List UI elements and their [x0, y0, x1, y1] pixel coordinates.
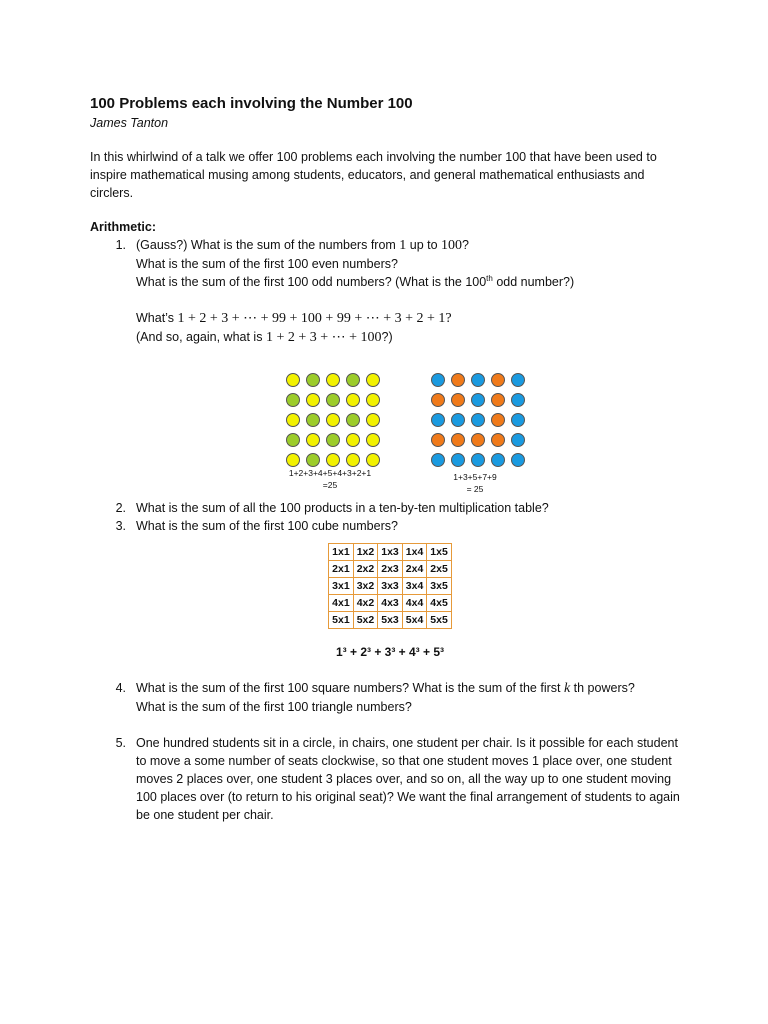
- mult-table-cell: 5x1: [329, 612, 354, 629]
- dot-orange: [451, 393, 465, 407]
- dot-orange: [491, 413, 505, 427]
- dot-orange: [431, 393, 445, 407]
- mult-table-cell: 1x1: [329, 544, 354, 561]
- mult-table-cell: 5x3: [378, 612, 403, 629]
- cube-sum-expression: 1³ + 2³ + 3³ + 4³ + 5³: [335, 645, 445, 659]
- mult-table-row: [329, 561, 452, 578]
- problem-number: 5.: [115, 736, 126, 750]
- mult-table-cell: 3x3: [378, 578, 403, 595]
- mult-table-row: [329, 544, 452, 561]
- dot-yellow: [366, 413, 380, 427]
- problem-number: 2.: [115, 501, 126, 515]
- mult-table-cell: 3x2: [353, 578, 378, 595]
- author-name: James Tanton: [90, 116, 169, 130]
- dot-orange: [431, 433, 445, 447]
- dot-blue: [511, 453, 525, 467]
- dot-green: [286, 393, 300, 407]
- problem-number: 3.: [115, 519, 126, 533]
- dot-green: [326, 433, 340, 447]
- dot-blue: [431, 453, 445, 467]
- mult-table-cell: 1x5: [427, 544, 452, 561]
- dot-yellow: [346, 453, 360, 467]
- dot-green: [346, 373, 360, 387]
- problem-number: 4.: [115, 681, 126, 695]
- mult-table-cell: 1x3: [378, 544, 403, 561]
- mult-table-cell: 4x4: [402, 595, 427, 612]
- dot-blue: [491, 453, 505, 467]
- dot-blue: [471, 413, 485, 427]
- mult-table-cell: 3x1: [329, 578, 354, 595]
- dot-orange: [451, 373, 465, 387]
- dot-blue: [511, 433, 525, 447]
- dot-blue: [471, 453, 485, 467]
- dot-orange: [491, 373, 505, 387]
- problem-1-line-4: What’s 1 + 2 + 3 + ⋯ + 99 + 100 + 99 + ⋯ + 3 + 2 + 1?: [136, 311, 452, 326]
- document-title: 100 Problems each involving the Number 100: [90, 95, 413, 112]
- document-page: [90, 94, 690, 824]
- mult-table-cell: 3x4: [402, 578, 427, 595]
- dot-yellow: [306, 393, 320, 407]
- multiplication-table-figure: [90, 543, 690, 629]
- problem-5-text: One hundred students sit in a circle, in chairs, one student per chair. Is it possible for each student to move a some number of seats clockwise, so that one student moves 1 place over, one student moves 2 places over, one student 3 places over, and so on, all the way up to one student moving 100 places over (to return to his original seat)? We want the final arrangement of students to again be one student per chair.: [136, 736, 680, 822]
- dot-blue: [451, 413, 465, 427]
- mult-table-cell: 2x3: [378, 561, 403, 578]
- problem-4: [90, 679, 690, 716]
- problem-2-text: What is the sum of all the 100 products in a ten-by-ten multiplication table?: [136, 501, 549, 515]
- mult-table-cell: 4x5: [427, 595, 452, 612]
- dot-blue: [511, 373, 525, 387]
- right-grid-caption: 1+3+5+7+9 = 25: [453, 472, 497, 494]
- dot-yellow: [326, 413, 340, 427]
- problem-number: 1.: [115, 238, 126, 252]
- dot-orange: [471, 433, 485, 447]
- dot-yellow: [366, 453, 380, 467]
- problem-4-line-1: What is the sum of the first 100 square numbers? What is the sum of the first k th powers?: [136, 681, 635, 696]
- problem-3-text: What is the sum of the first 100 cube numbers?: [136, 519, 398, 533]
- mult-table-row: [329, 578, 452, 595]
- dot-blue: [471, 373, 485, 387]
- mult-table-cell: 5x5: [427, 612, 452, 629]
- mult-table-cell: 1x4: [402, 544, 427, 561]
- dot-yellow: [286, 453, 300, 467]
- mult-table-row: [329, 612, 452, 629]
- dot-yellow: [286, 373, 300, 387]
- dot-orange: [491, 393, 505, 407]
- dot-blue: [451, 453, 465, 467]
- dot-green: [306, 413, 320, 427]
- dot-orange: [491, 433, 505, 447]
- mult-table-cell: 5x2: [353, 612, 378, 629]
- problem-1-line-5: (And so, again, what is 1 + 2 + 3 + ⋯ + 100?): [136, 330, 393, 345]
- section-heading-arithmetic: Arithmetic:: [90, 220, 156, 234]
- problem-1-line-3: What is the sum of the first 100 odd numbers? (What is the 100th odd number?): [136, 273, 575, 289]
- dot-green: [306, 373, 320, 387]
- problem-4-line-2: What is the sum of the first 100 triangle numbers?: [136, 700, 412, 714]
- dot-orange: [451, 433, 465, 447]
- mult-table-cell: 2x2: [353, 561, 378, 578]
- problem-3: [90, 517, 690, 535]
- dot-grids-figure: [90, 361, 690, 494]
- intro-paragraph: In this whirlwind of a talk we offer 100 problems each involving the number 100 that have been used to inspire mathematical musing among students, educators, and general mathematical enthusiasts and circlers.: [90, 150, 657, 200]
- mult-table-cell: 2x4: [402, 561, 427, 578]
- problem-5: [90, 734, 690, 824]
- dot-yellow: [366, 393, 380, 407]
- mult-table-cell: 4x3: [378, 595, 403, 612]
- dot-green: [346, 413, 360, 427]
- mult-table-cell: 4x2: [353, 595, 378, 612]
- dot-yellow: [346, 433, 360, 447]
- dot-yellow: [286, 413, 300, 427]
- dot-blue: [431, 373, 445, 387]
- dot-blue: [511, 413, 525, 427]
- dot-blue: [511, 393, 525, 407]
- mult-table-cell: 2x5: [427, 561, 452, 578]
- dot-yellow: [366, 373, 380, 387]
- dot-green: [306, 453, 320, 467]
- dot-yellow: [326, 453, 340, 467]
- dot-yellow: [346, 393, 360, 407]
- left-dot-grid: [286, 373, 380, 467]
- dot-yellow: [366, 433, 380, 447]
- mult-table-row: [329, 595, 452, 612]
- dot-yellow: [326, 373, 340, 387]
- problem-1-line-2: What is the sum of the first 100 even numbers?: [136, 257, 398, 271]
- multiplication-table: [328, 543, 452, 629]
- problem-1-line-1: (Gauss?) What is the sum of the numbers from 1 up to 100?: [136, 238, 469, 253]
- mult-table-cell: 1x2: [353, 544, 378, 561]
- dot-blue: [471, 393, 485, 407]
- right-dot-grid: [431, 373, 525, 467]
- mult-table-cell: 2x1: [329, 561, 354, 578]
- dot-yellow: [306, 433, 320, 447]
- dot-blue: [431, 413, 445, 427]
- left-grid-caption: 1+2+3+4+5+4+3+2+1 =25: [288, 468, 372, 490]
- problem-2: [90, 499, 690, 517]
- mult-table-cell: 5x4: [402, 612, 427, 629]
- dot-green: [326, 393, 340, 407]
- dot-green: [286, 433, 300, 447]
- problem-1: [90, 236, 690, 347]
- mult-table-cell: 3x5: [427, 578, 452, 595]
- mult-table-cell: 4x1: [329, 595, 354, 612]
